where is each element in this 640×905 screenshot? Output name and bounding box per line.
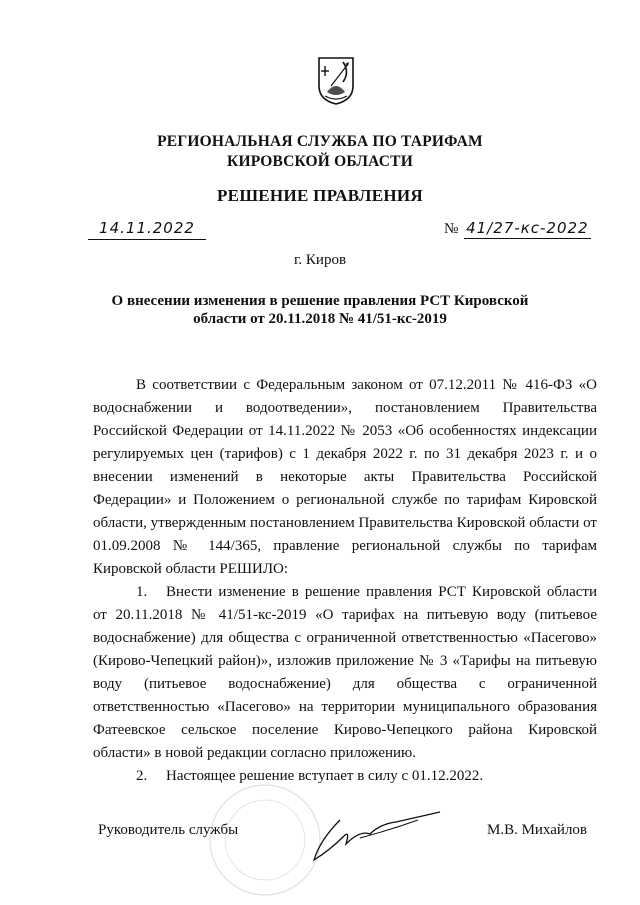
signatory-position: Руководитель службы — [98, 822, 239, 838]
date-value: 14.11.2022 — [99, 219, 195, 237]
number-value: 41/27-кс-2022 — [466, 219, 589, 237]
date-underline — [88, 239, 206, 240]
signatory-name: М.В. Михайлов — [487, 822, 588, 838]
intro-paragraph: В соответствии с Федеральным законом от 07.12.2011 № 416-ФЗ «О водоснабжении и водоотведении», постановлением Правительства Российской Федерации от 14.11.2022 № 2053 «Об особенностях индексации регулируемых цен (тарифов) с 1 декабря 2022 г. по 31 декабря 2023 г. и о внесении изменений в некоторые акты Правительства Российской Федерации» и Положением о региональной службе по тарифам Кировской области, утвержденным постановлением Правительства Кировской области от 01.09.2008 № 144/365, правление региональной службы по тарифам Кировской области РЕШИЛО: — [93, 377, 597, 577]
city: г. Киров — [293, 252, 347, 268]
kirov-coat-of-arms-icon — [317, 56, 355, 106]
item-1-text: Внести изменение в решение правления РСТ Кировской области от 20.11.2018 № 41/51-кс-2019 «О тарифах на питьевую воду (питьевое водоснабжение) для общества с ограниченной ответственностью «Пасегово» (Кирово-Чепецкий район)», изложив приложение № 3 «Тарифы на питьевую воду (питьевое водоснабжение) для общества с ограниченной ответственностью «Пасегово» на территории муниципального образования Фатеевское сельское поселение Кирово-Чепецкого района Кировской области» в новой редакции согласно приложению. — [93, 584, 597, 761]
decision-body — [93, 374, 597, 788]
org-line-2: КИРОВСКОЙ ОБЛАСТИ — [227, 153, 413, 170]
decision-date — [88, 219, 206, 238]
item-1 — [93, 581, 597, 765]
decision-number — [444, 219, 589, 238]
subject-line-2: области от 20.11.2018 № 41/51-кс-2019 — [193, 311, 447, 327]
org-line-1: РЕГИОНАЛЬНАЯ СЛУЖБА ПО ТАРИФАМ — [157, 133, 483, 150]
subject-line-1: О внесении изменения в решение правления РСТ Кировской — [111, 293, 529, 309]
item-2-number: 2. — [136, 768, 148, 784]
item-2 — [93, 765, 597, 788]
decision-title: РЕШЕНИЕ ПРАВЛЕНИЯ — [217, 186, 423, 205]
decision-subject — [0, 292, 640, 328]
number-sign: № — [444, 221, 459, 237]
item-2-text: Настоящее решение вступает в силу с 01.12.2022. — [166, 768, 484, 784]
handwritten-signature-icon — [300, 800, 450, 870]
item-1-number: 1. — [136, 584, 148, 600]
organization-name — [0, 132, 640, 172]
